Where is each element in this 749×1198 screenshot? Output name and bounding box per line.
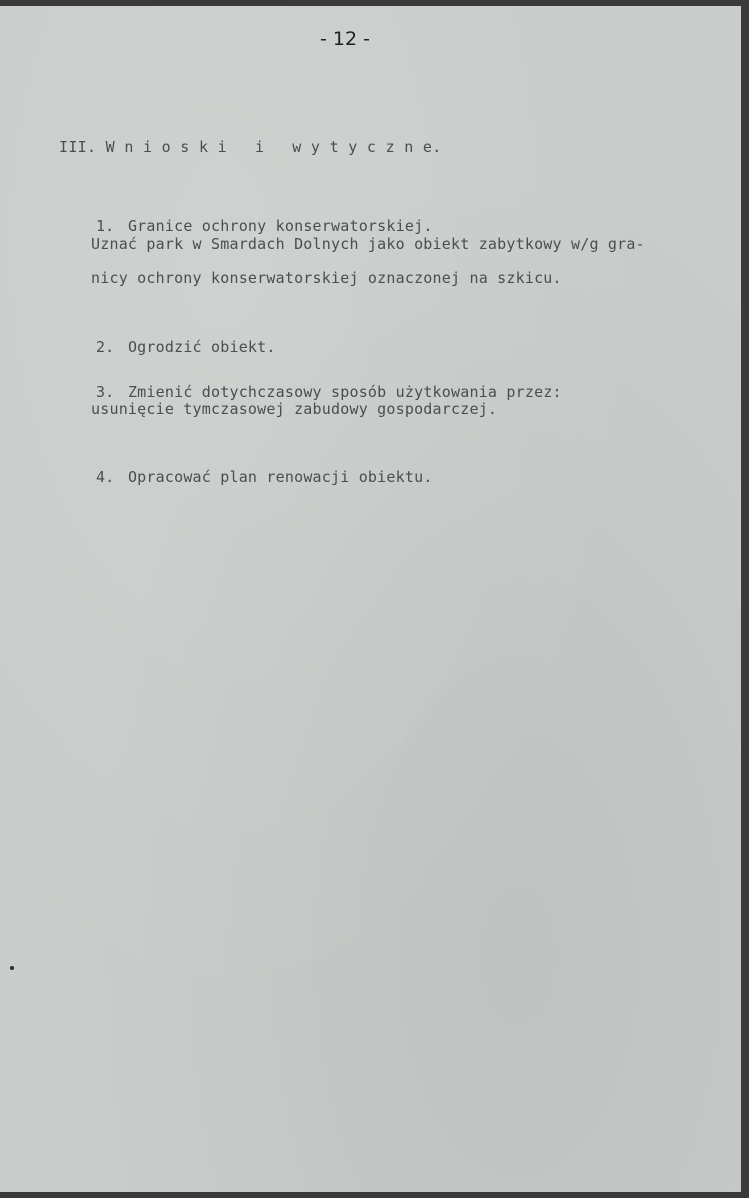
item-number: 2. <box>95 338 115 356</box>
item-number: 4. <box>95 468 115 486</box>
list-item-4 <box>59 450 433 504</box>
item-text: Ogrodzić obiekt. <box>127 338 276 356</box>
item-text: Zmienić dotychczasowy sposób użytkowania przez: <box>127 383 562 401</box>
item-text: Granice ochrony konserwatorskiej. <box>127 217 433 235</box>
list-item-3-line-2: usunięcie tymczasowej zabudowy gospodarczej. <box>91 400 498 418</box>
list-item-1-line-2: Uznać park w Smardach Dolnych jako obiekt zabytkowy w/g gra- <box>91 235 645 253</box>
list-item-1-line-3: nicy ochrony konserwatorskiej oznaczonej na szkicu. <box>91 269 562 287</box>
item-number: 3. <box>95 383 115 401</box>
page-number: - 12 - <box>320 28 370 50</box>
scan-edge <box>741 0 749 1198</box>
item-number: 1. <box>95 217 115 235</box>
item-text: Opracować plan renowacji obiektu. <box>127 468 433 486</box>
paper-mark <box>10 966 14 970</box>
document-page <box>0 6 741 1192</box>
section-heading: III. W n i o s k i i w y t y c z n e. <box>59 138 442 156</box>
